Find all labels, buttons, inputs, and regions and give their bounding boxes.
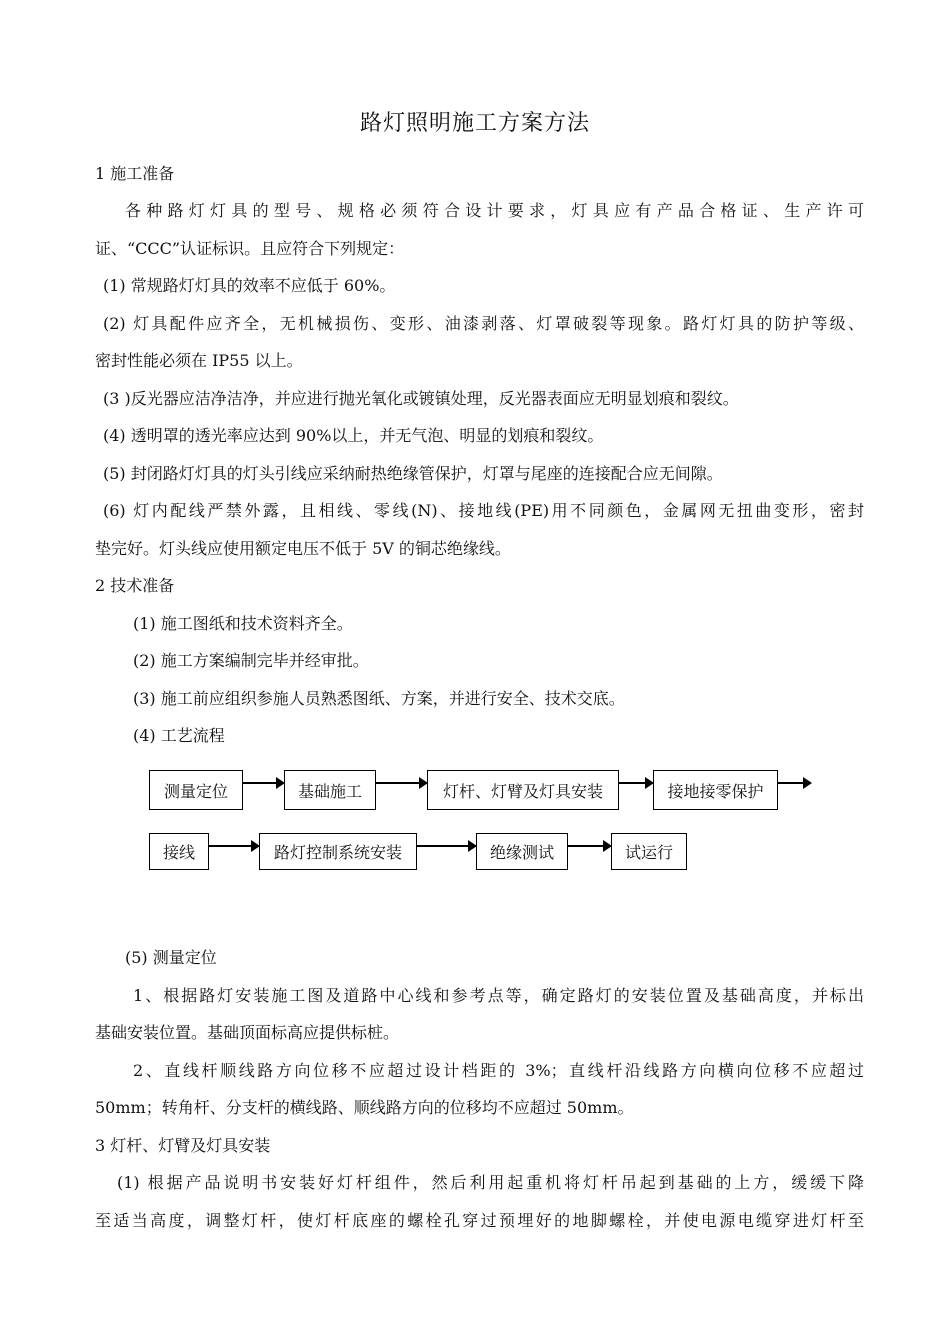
flow-step-wiring: 接线 [149, 833, 209, 870]
section-1-item-2-line-1: (2) 灯具配件应齐全，无机械损伤、变形、油漆剥落、灯罩破裂等现象。路灯灯具的防护等级、 [103, 314, 864, 333]
section-3-heading: 3 灯杆、灯臂及灯具安装 [95, 1136, 271, 1155]
section-2-item-5: (5) 测量定位 [125, 948, 217, 967]
flow-arrow [417, 845, 475, 847]
flow-step-insulation-test: 绝缘测试 [476, 833, 568, 870]
document-title: 路灯照明施工方案方法 [359, 111, 590, 136]
section-1-heading: 1 施工准备 [95, 164, 175, 183]
section-2-item-4: (4) 工艺流程 [133, 726, 225, 745]
flow-arrow [243, 782, 283, 784]
section-3-item-1-line-1: (1) 根据产品说明书安装好灯杆组件，然后利用起重机将灯杆吊起到基础的上方，缓缓下降 [117, 1173, 864, 1192]
flow-step-foundation: 基础施工 [284, 770, 376, 810]
section-1-item-6-line-2: 垫完好。灯头线应使用额定电压不低于 5V 的铜芯绝缘线。 [95, 539, 511, 558]
section-1-item-1: (1) 常规路灯灯具的效率不应低于 60%。 [103, 276, 396, 295]
survey-paragraph-2-line-1: 2、直线杆顺线路方向位移不应超过设计档距的 3%；直线杆沿线路方向横向位移不应超过 [133, 1061, 864, 1080]
section-1-item-3: (3 )反光器应洁净洁净，并应进行抛光氧化或镀镇处理，反光器表面应无明显划痕和裂纹。 [103, 389, 739, 408]
flow-arrow [778, 782, 810, 784]
survey-paragraph-2-line-2: 50mm；转角杆、分支杆的横线路、顺线路方向的位移均不应超过 50mm。 [95, 1098, 634, 1117]
flow-step-trial-run: 试运行 [611, 833, 687, 870]
section-1-item-6-line-1: (6) 灯内配线严禁外露，且相线、零线(N)、接地线(PE)用不同颜色，金属网无扭曲变形，密封 [103, 501, 864, 520]
section-2-heading: 2 技术准备 [95, 576, 175, 595]
section-2-item-3: (3) 施工前应组织参施人员熟悉图纸、方案，并进行安全、技术交底。 [133, 689, 625, 708]
flow-arrow [568, 845, 610, 847]
section-1-item-2-line-2: 密封性能必须在 IP55 以上。 [95, 351, 303, 370]
flow-step-control-system: 路灯控制系统安装 [259, 833, 417, 870]
section-1-item-5: (5) 封闭路灯灯具的灯头引线应采纳耐热绝缘管保护，灯罩与尾座的连接配合应无间隙。 [103, 464, 723, 483]
survey-paragraph-1-line-1: 1、根据路灯安装施工图及道路中心线和参考点等，确定路灯的安装位置及基础高度，并标出 [133, 986, 864, 1005]
flow-step-pole-install: 灯杆、灯臂及灯具安装 [427, 770, 619, 810]
section-2-item-1: (1) 施工图纸和技术资料齐全。 [133, 614, 353, 633]
flow-arrow [209, 845, 258, 847]
flow-step-survey: 测量定位 [149, 770, 243, 810]
flow-step-grounding: 接地接零保护 [653, 770, 778, 810]
flow-arrow [619, 782, 652, 784]
section-3-item-1-line-2: 至适当高度，调整灯杆，使灯杆底座的螺栓孔穿过预埋好的地脚螺栓，并使电源电缆穿进灯杆至 [95, 1211, 864, 1230]
section-1-intro-line-2: 证、“CCC”认证标识。且应符合下列规定： [95, 239, 405, 258]
section-1-item-4: (4) 透明罩的透光率应达到 90%以上，并无气泡、明显的划痕和裂纹。 [103, 426, 604, 445]
flow-arrow [376, 782, 426, 784]
section-2-item-2: (2) 施工方案编制完毕并经审批。 [133, 651, 369, 670]
section-1-intro-line-1: 各种路灯灯具的型号、规格必须符合设计要求，灯具应有产品合格证、生产许可 [125, 201, 864, 220]
survey-paragraph-1-line-2: 基础安装位置。基础顶面标高应提供标桩。 [95, 1023, 400, 1042]
